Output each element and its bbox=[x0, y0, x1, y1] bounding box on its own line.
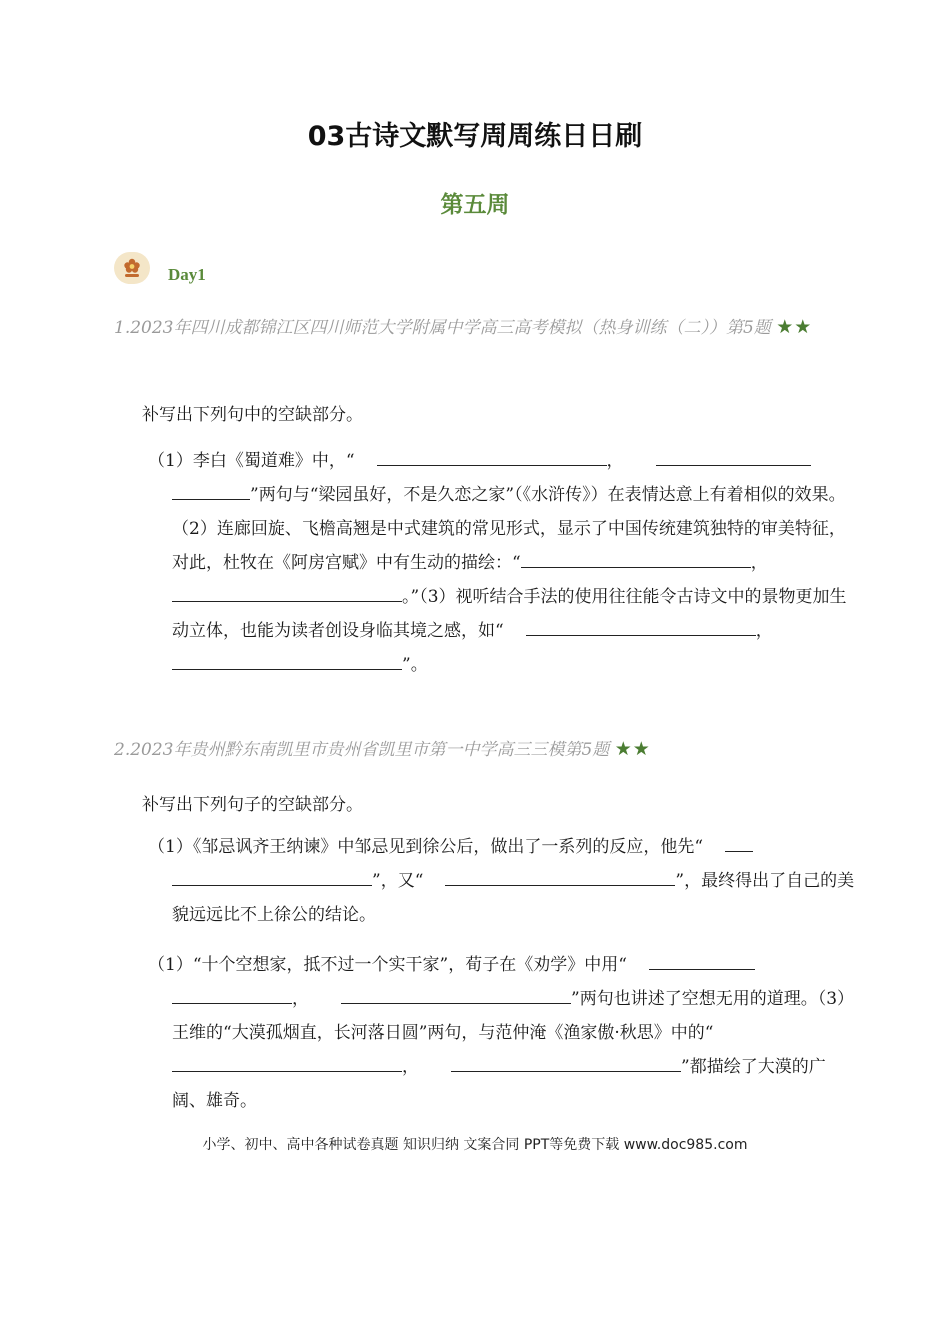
answer-blank[interactable] bbox=[649, 952, 755, 970]
page-title: 03古诗文默写周周练日日刷 bbox=[307, 121, 643, 152]
text-segment: ”。 bbox=[402, 655, 428, 675]
text-segment: ”，又“ bbox=[372, 871, 424, 891]
text-segment: 。”（3）视听结合手法的使用往往能令古诗文中的景物更加生动立体，也能为读者创设身临其境之感，如“ bbox=[172, 587, 847, 641]
text-segment: ， bbox=[755, 621, 773, 641]
question-1-instruction: 补写出下列句中的空缺部分。 bbox=[142, 405, 363, 425]
answer-blank[interactable] bbox=[172, 482, 250, 500]
question-2-instruction: 补写出下列句子的空缺部分。 bbox=[142, 795, 363, 815]
answer-blank[interactable] bbox=[725, 834, 753, 852]
text-segment: （1）《邹忌讽齐王纳谏》中邹忌见到徐公后，做出了一系列的反应，他先“ bbox=[148, 837, 704, 857]
text-segment: ”两句也讲述了空想无用的道理。（3）王维的“大漠孤烟直，长河落日圆”两句，与范仲淹《渔家傲·秋思》中的“ bbox=[172, 989, 855, 1043]
answer-blank[interactable] bbox=[172, 584, 402, 602]
answer-blank[interactable] bbox=[172, 1054, 402, 1072]
answer-blank[interactable] bbox=[172, 652, 402, 670]
answer-blank[interactable] bbox=[451, 1054, 681, 1072]
day-badge bbox=[114, 252, 150, 284]
answer-blank[interactable] bbox=[172, 868, 372, 886]
answer-blank[interactable] bbox=[341, 986, 571, 1004]
question-2-part-2 bbox=[148, 948, 858, 1118]
week-heading: 第五周 bbox=[440, 192, 510, 218]
text-segment: ”两句与“梁园虽好，不是久恋之家”（《水浒传》）在表情达意上有着相似的效果。（2）连廊回旋、飞檐高翘是中式建筑的常见形式，显示了中国传统建筑独特的审美特征，对此，杜牧在《阿房宫赋》中有生动的描绘：“ bbox=[172, 485, 846, 573]
answer-blank[interactable] bbox=[521, 550, 751, 568]
page-footer: 小学、初中、高中各种试卷真题 知识归纳 文案合同 PPT等免费下载 www.doc985.com bbox=[202, 1137, 748, 1153]
text-segment: ， bbox=[292, 989, 309, 1009]
text-segment: ”，最终得出了自己的美貌远远比不上徐公的结论。 bbox=[172, 871, 855, 925]
answer-blank[interactable] bbox=[377, 448, 607, 466]
answer-blank[interactable] bbox=[656, 448, 811, 466]
source-text: 2.2023年贵州黔东南凯里市贵州省凯里市第一中学高三三模第5题 bbox=[114, 740, 610, 760]
answer-blank[interactable] bbox=[172, 986, 292, 1004]
text-segment: ， bbox=[402, 1057, 419, 1077]
answer-blank[interactable] bbox=[445, 868, 675, 886]
text-segment: ， bbox=[606, 451, 624, 471]
question-1-body bbox=[148, 444, 858, 682]
question-2-source bbox=[114, 732, 834, 767]
text-segment: （1）李白《蜀道难》中，“ bbox=[148, 451, 355, 471]
question-1-source bbox=[114, 310, 834, 345]
flower-icon bbox=[122, 257, 142, 279]
text-segment: ， bbox=[750, 553, 768, 573]
text-segment: ”都描绘了大漠的广阔、雄奇。 bbox=[172, 1057, 826, 1111]
difficulty-stars: ★★ bbox=[614, 738, 651, 760]
difficulty-stars: ★★ bbox=[776, 316, 813, 338]
day-label: Day1 bbox=[168, 265, 206, 284]
question-2-part-1 bbox=[148, 830, 858, 932]
answer-blank[interactable] bbox=[526, 618, 756, 636]
text-segment: （1）“十个空想家，抵不过一个实干家”，荀子在《劝学》中用“ bbox=[148, 955, 627, 975]
source-text: 1.2023年四川成都锦江区四川师范大学附属中学高三高考模拟（热身训练（二））第5题 bbox=[114, 318, 771, 338]
